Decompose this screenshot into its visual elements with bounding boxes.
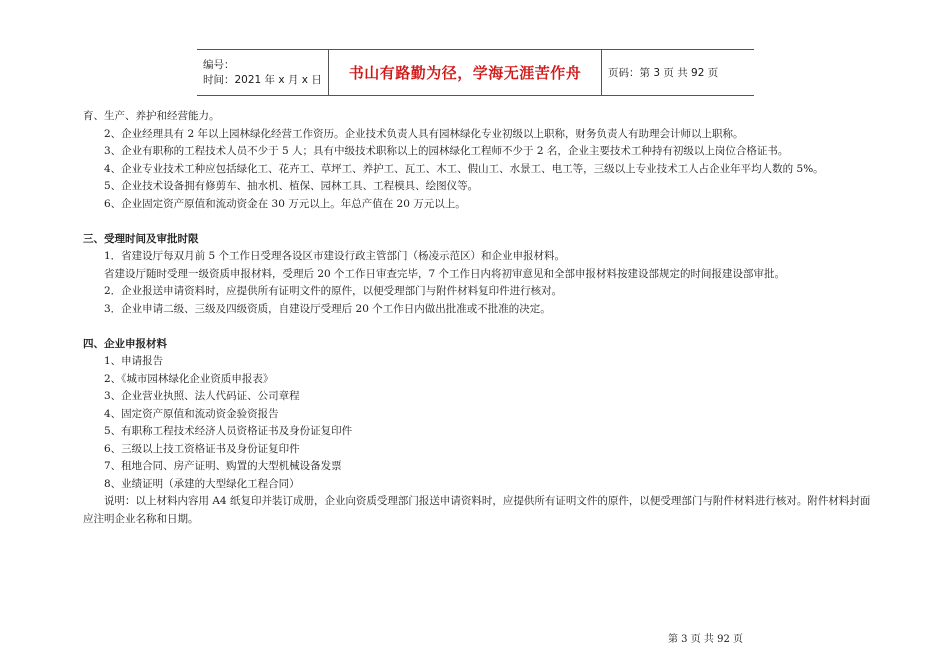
page-header [197,49,754,96]
list-item: 6、三级以上技工资格证书及身份证复印件 [104,442,300,455]
list-item: 2、《城市园林绿化企业资质申报表》 [104,372,274,385]
list-item: 5、有职称工程技术经济人员资格证书及身份证复印件 [104,425,353,437]
section-heading: 四、企业申报材料 [83,337,167,350]
list-item: 1、申请报告 [104,355,164,367]
list-item: 8、业绩证明（承建的大型绿化工程合同） [104,477,300,490]
section-heading: 三、受理时间及审批时限 [83,232,199,245]
header-meta-cell [197,50,329,95]
paragraph-line: 育、生产、养护和经营能力。 [83,110,220,122]
list-item: 7、租地合同、房产证明、购置的大型机械设备发票 [104,460,342,472]
paragraph-line: 3、企业有职称的工程技术人员不少于 5 人；具有中级技术职称以上的园林绿化工程师不少于 2 名，企业主要技术工种持有初级以上岗位合格证书。 [104,145,789,157]
paragraph-line: 6、企业固定资产原值和流动资金在 30 万元以上。年总产值在 20 万元以上。 [104,197,466,210]
list-item: 4、固定资产原值和流动资金验资报告 [104,407,279,420]
paragraph-line: 5、企业技术设备拥有修剪车、抽水机、植保、园林工具、工程模具、绘图仪等。 [104,180,479,192]
paragraph-line: 2．企业报送申请资料时，应提供所有证明文件的原件，以便受理部门与附件材料复印件进行核对。 [104,285,563,297]
paragraph-line: 4、企业专业技术工种应包括绿化工、花卉工、草坪工、养护工、瓦工、木工、假山工、水景工、电工等，三级以上专业技术工人占企业年平均人数的 5%。 [104,162,824,175]
document-body [83,108,873,528]
header-page-number: 页码：第 3 页 共 92 页 [608,67,719,79]
paragraph-line: 省建设厅随时受理一级资质申报材料，受理后 20 个工作日审查完毕，7 个工作日内将初审意见和全部申报材料按建设部规定的时间报建设部审批。 [104,267,786,280]
note-paragraph: 说明：以上材料内容用 A4 纸复印并装订成册，企业向资质受理部门报送申请资料时，应提供所有证明文件的原件，以便受理部门与附件材料进行核对。附件材料封面应注明企业名称和日期。 [83,495,871,525]
list-item: 3、企业营业执照、法人代码证、公司章程 [104,390,300,402]
document-date: 时间：2021 年 x 月 x 日 [203,73,322,86]
page-footer: 第 3 页 共 92 页 [668,634,743,645]
paragraph-line: 1．省建设厅每双月前 5 个工作日受理各设区市建设行政主管部门（杨凌示范区）和企业申报材料。 [104,250,566,262]
paragraph-line: 2、企业经理具有 2 年以上园林绿化经营工作资历。企业技术负责人具有园林绿化专业初级以上职称，财务负责人有助理会计师以上职称。 [104,127,744,140]
paragraph-line: 3．企业申请二级、三级及四级资质，自建设厅受理后 20 个工作日内做出批准或不批准的决定。 [104,302,551,315]
header-motto: 书山有路勤为径，学海无涯苦作舟 [329,50,602,95]
document-number-label: 编号： [203,58,235,71]
